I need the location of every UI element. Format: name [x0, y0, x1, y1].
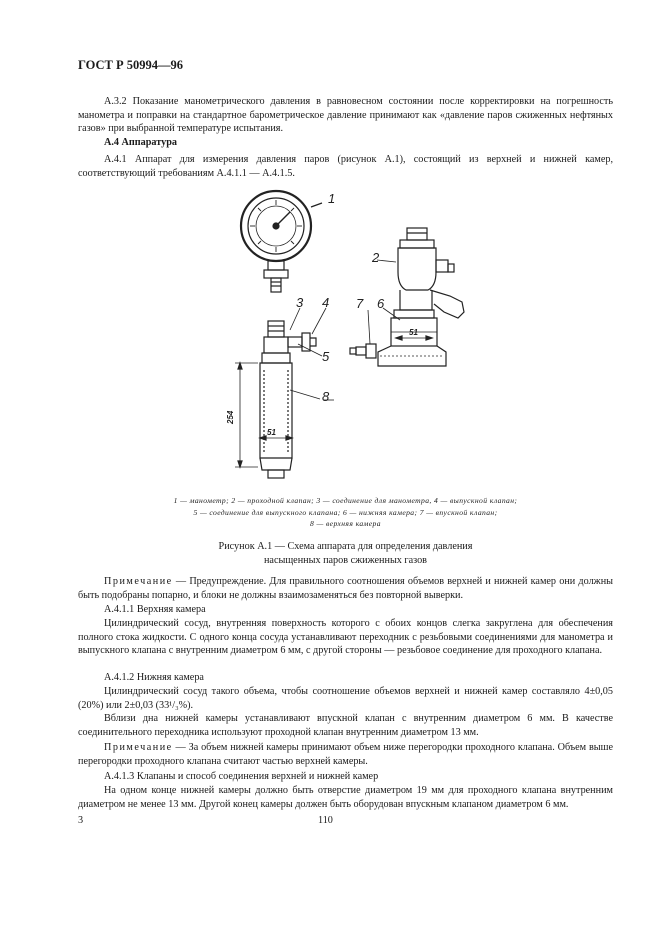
paragraph-a412-1: Цилиндрический сосуд такого объема, чтобы соотношение объемов верхней и нижней камер составляло 4±0,05 (20%) или 2±0,03 (33¹/₃%).	[78, 686, 613, 711]
lower-chamber-drawing	[350, 228, 464, 366]
heading-a4: А.4 Аппаратура	[104, 137, 177, 148]
legend-line: 5 — соединение для выпускного клапана; 6 — нижняя камера; 7 — впускной клапан;	[193, 507, 498, 517]
document-header: ГОСТ Р 50994—96	[78, 58, 184, 72]
note-label: Примечание	[104, 576, 173, 587]
paragraph-a41: А.4.1 Аппарат для измерения давления паров (рисунок А.1), состоящий из верхней и нижней камер, соответствующий требованиям А.4.1.1 — А.4.1.5.	[78, 154, 613, 179]
label-8: 8	[322, 389, 330, 404]
paragraph-a413-1: На одном конце нижней камеры должно быть отверстие диаметром 19 мм для проходного клапана внутренним диаметром не менее 13 мм. Другой конец камеры должен быть оборудован впускным клапаном диаметром 6 мм.	[78, 785, 613, 810]
legend-line: 1 — манометр; 2 — проходной клапан; 3 — соединение для манометра, 4 — выпускной клапан;	[173, 496, 518, 505]
note-text: — За объем нижней камеры принимают объем ниже перегородки проходного клапана. Объем выше перегородки проходного клапана считают частью верхней камеры.	[78, 742, 613, 767]
caption-line: Рисунок А.1 — Схема аппарата для определения давления	[218, 541, 473, 552]
label-2: 2	[372, 250, 380, 265]
heading-a413: А.4.1.3 Клапаны и способ соединения верхней и нижней камер	[104, 771, 379, 782]
paragraph-a411: Цилиндрический сосуд, внутренняя поверхность которого с обоих концов слегка закруглена для обеспечения полного стока жидкости. С одного конца сосуда устанавливают переходник с резьбовыми соединениями для манометра и выпускного клапана с внутренним диаметром 6 мм, с другой стороны — резьбовое соединение для проходного клапана.	[78, 618, 613, 657]
note-1	[78, 575, 613, 602]
dimension-51-right: 51	[409, 328, 418, 337]
page-number-center: 110	[318, 815, 333, 826]
paragraph-a412-2: Вблизи дна нижней камеры устанавливают впускной клапан с внутренним диаметром 6 мм. В качестве соединительного переходника используют проходной клапан внутренним диаметром 13 мм.	[78, 713, 613, 738]
manometer-drawing	[241, 191, 322, 292]
heading-a411: А.4.1.1 Верхняя камера	[104, 604, 206, 615]
label-7: 7	[356, 296, 364, 311]
figure-caption	[78, 540, 613, 567]
label-5: 5	[322, 349, 330, 364]
dimension-51-left: 51	[267, 428, 276, 437]
note-2	[78, 741, 613, 768]
figure-legend	[78, 495, 613, 530]
heading-a412: А.4.1.2 Нижняя камера	[104, 672, 204, 683]
page-number-left: 3	[78, 815, 84, 826]
upper-chamber-drawing	[235, 308, 334, 478]
note-label: Примечание	[104, 742, 173, 753]
note-text: — Предупреждение. Для правильного соотношения объемов верхней и нижней камер они должны быть подобраны попарно, и блоки не должны взаимозаменяться без повторной выверки.	[78, 576, 613, 601]
legend-line: 8 — верхняя камера	[310, 519, 381, 529]
caption-line: насыщенных паров сжиженных газов	[263, 554, 427, 566]
label-1: 1	[328, 191, 336, 206]
dimension-254: 254	[226, 410, 235, 424]
paragraph-a32: А.3.2 Показание манометрического давления в равновесном состоянии после корректировки на погрешность манометра и поправки на стандартное барометрическое давление принимают как «давление паров сжиженных нефтяных газов» при выбранной температуре испытания.	[78, 96, 613, 135]
label-4: 4	[322, 295, 330, 310]
label-3: 3	[296, 295, 304, 310]
label-6: 6	[377, 296, 385, 311]
